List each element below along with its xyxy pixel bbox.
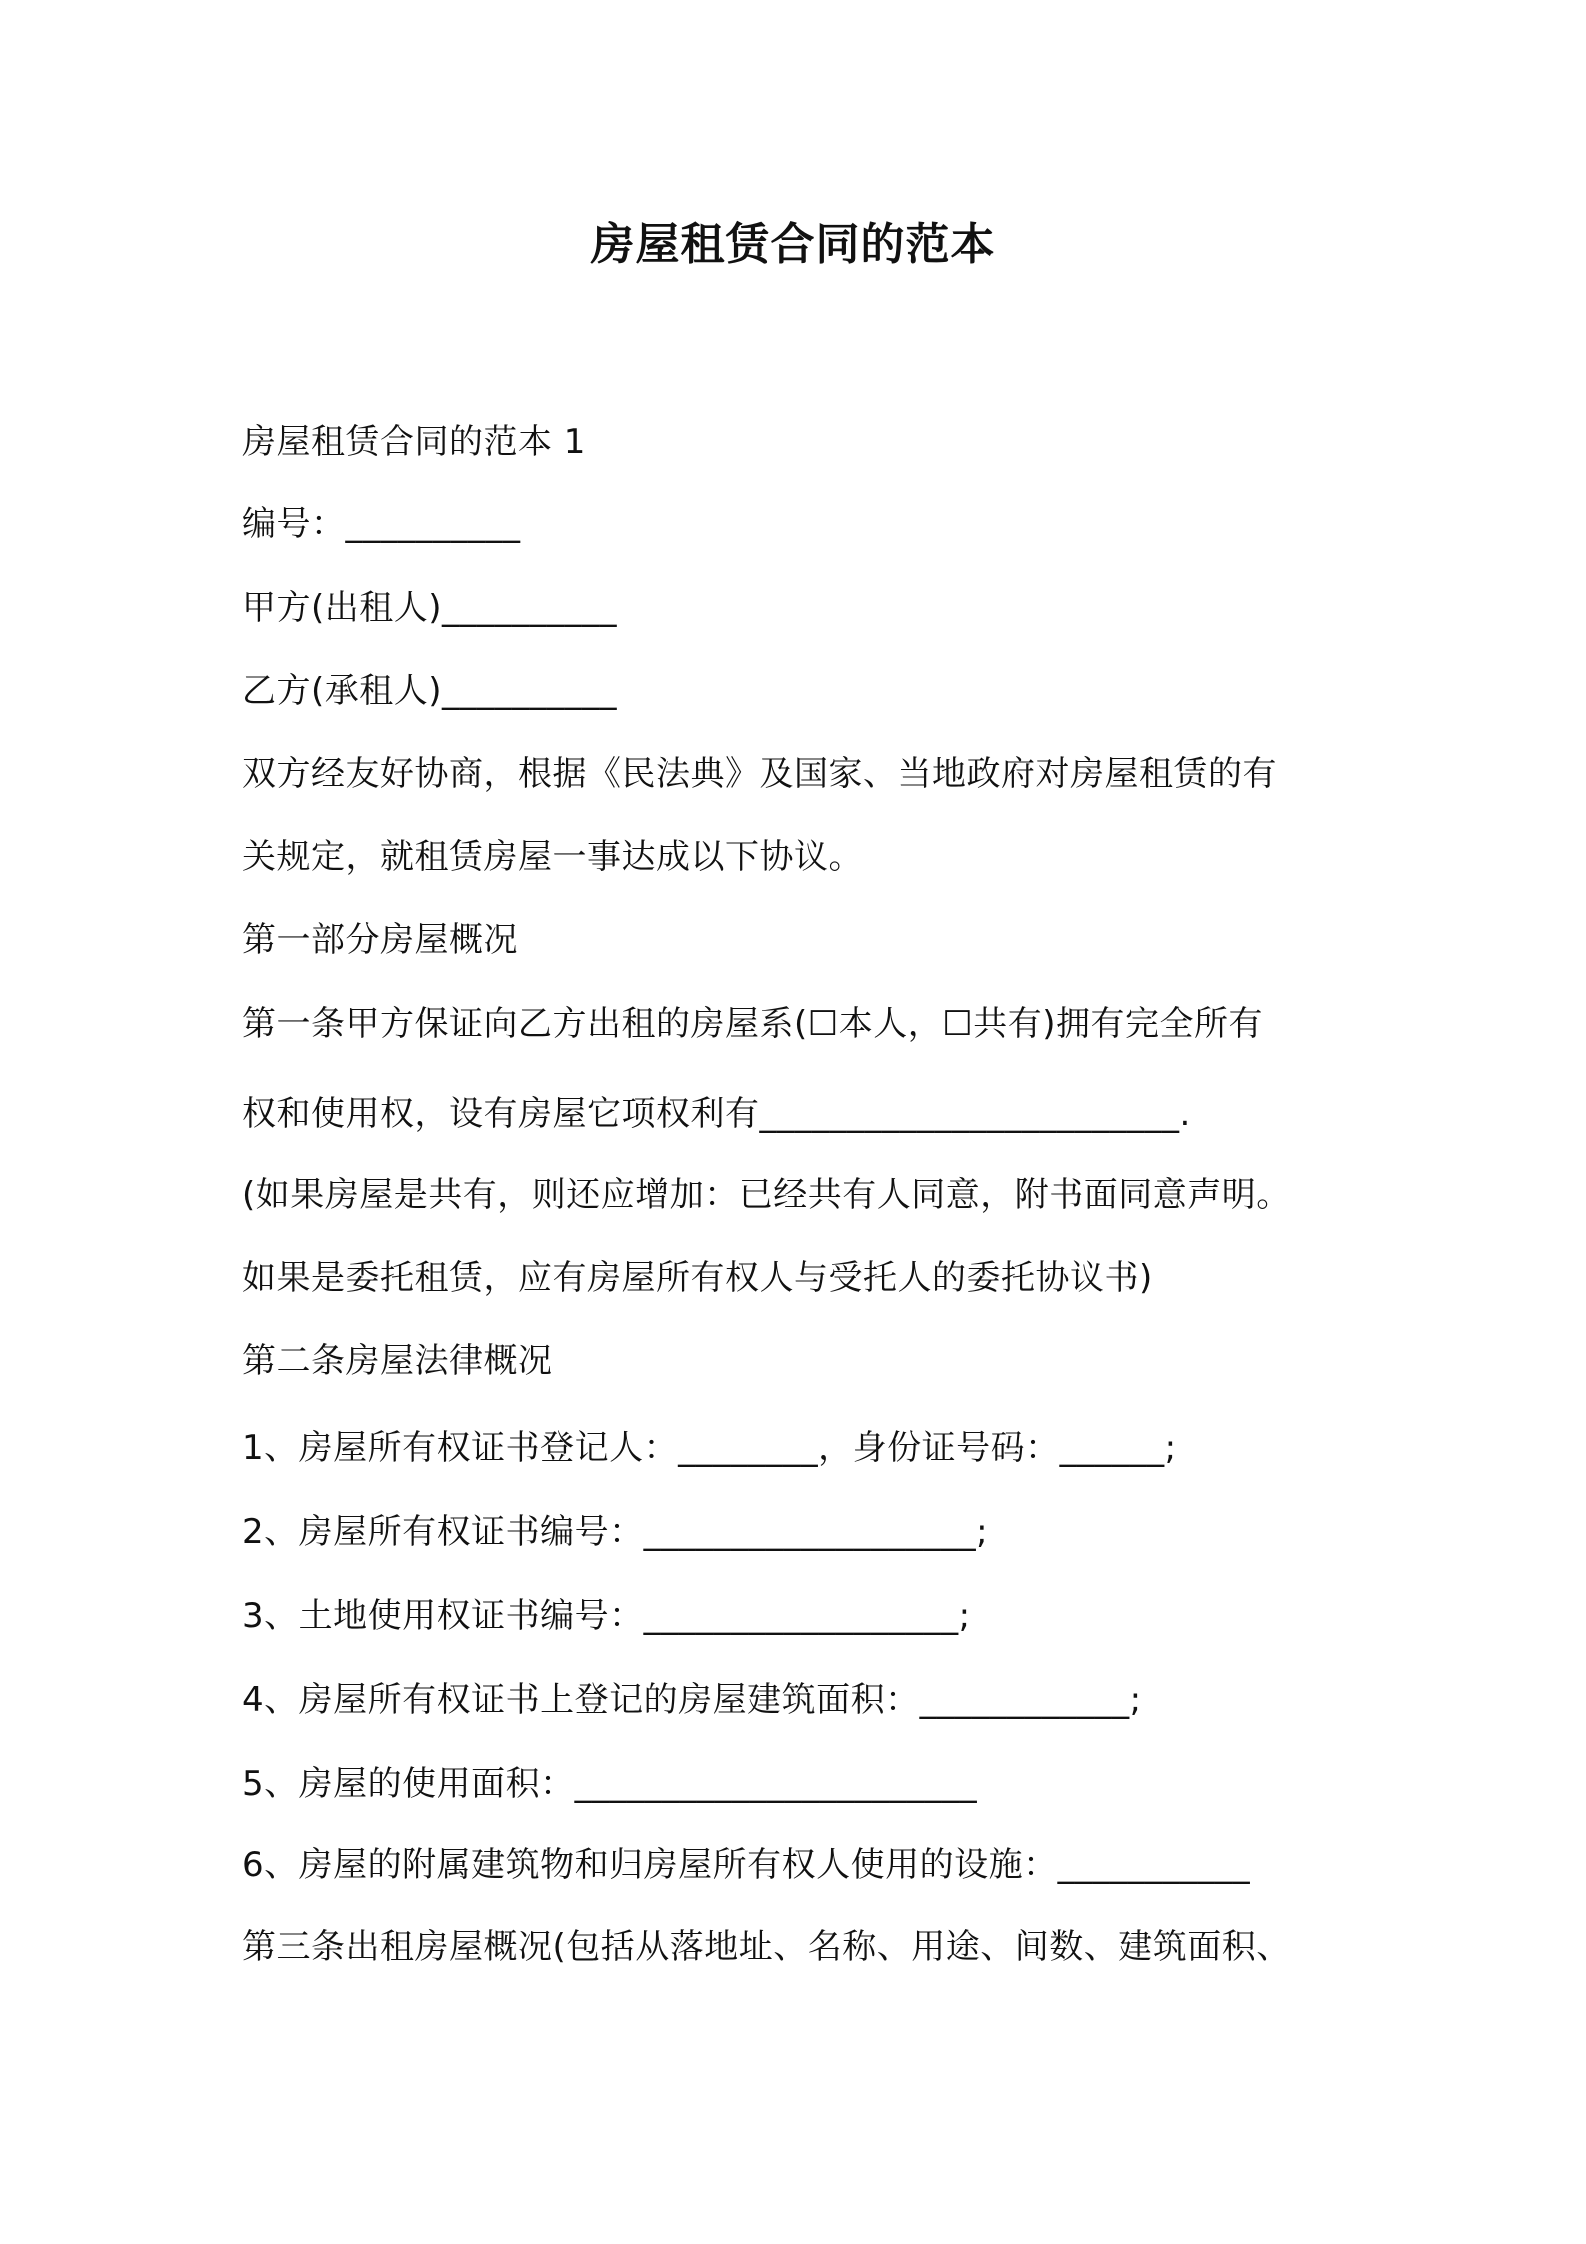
article-1-note-line-1: (如果房屋是共有，则还应增加：已经共有人同意，附书面同意声明。 [242, 1175, 1291, 1215]
article-1-note-line-2: 如果是委托租赁，应有房屋所有权人与受托人的委托协议书) [242, 1258, 1153, 1298]
article-2-item-5: 5、房屋的使用面积：_______________________ [242, 1764, 978, 1804]
document-title: 房屋租赁合同的范本 [590, 219, 996, 270]
part-one-heading: 第一部分房屋概况 [242, 920, 518, 960]
preamble-line-2: 关规定，就租赁房屋一事达成以下协议。 [242, 837, 863, 877]
article-2-item-2: 2、房屋所有权证书编号：___________________; [242, 1512, 989, 1552]
party-a-field: 甲方(出租人)__________ [242, 588, 618, 628]
contract-number-field: 编号：__________ [242, 504, 521, 544]
article-2-heading: 第二条房屋法律概况 [242, 1341, 553, 1381]
article-2-item-3: 3、土地使用权证书编号：__________________; [242, 1596, 971, 1636]
article-1-line-2: 权和使用权，设有房屋它项权利有________________________. [242, 1094, 1191, 1134]
article-2-item-4: 4、房屋所有权证书上登记的房屋建筑面积：____________; [242, 1680, 1142, 1720]
article-1-line-1: 第一条甲方保证向乙方出租的房屋系(☐本人，☐共有)拥有完全所有 [242, 1004, 1263, 1044]
article-2-item-1: 1、房屋所有权证书登记人：________，身份证号码：______; [242, 1428, 1177, 1468]
section-heading-sample-1: 房屋租赁合同的范本 1 [242, 422, 586, 462]
article-3-line-1: 第三条出租房屋概况(包括从落地址、名称、用途、间数、建筑面积、 [242, 1927, 1291, 1967]
preamble-line-1: 双方经友好协商，根据《民法典》及国家、当地政府对房屋租赁的有 [242, 754, 1277, 794]
article-2-item-6: 6、房屋的附属建筑物和归房屋所有权人使用的设施：___________ [242, 1845, 1251, 1885]
party-b-field: 乙方(承租人)__________ [242, 671, 618, 711]
